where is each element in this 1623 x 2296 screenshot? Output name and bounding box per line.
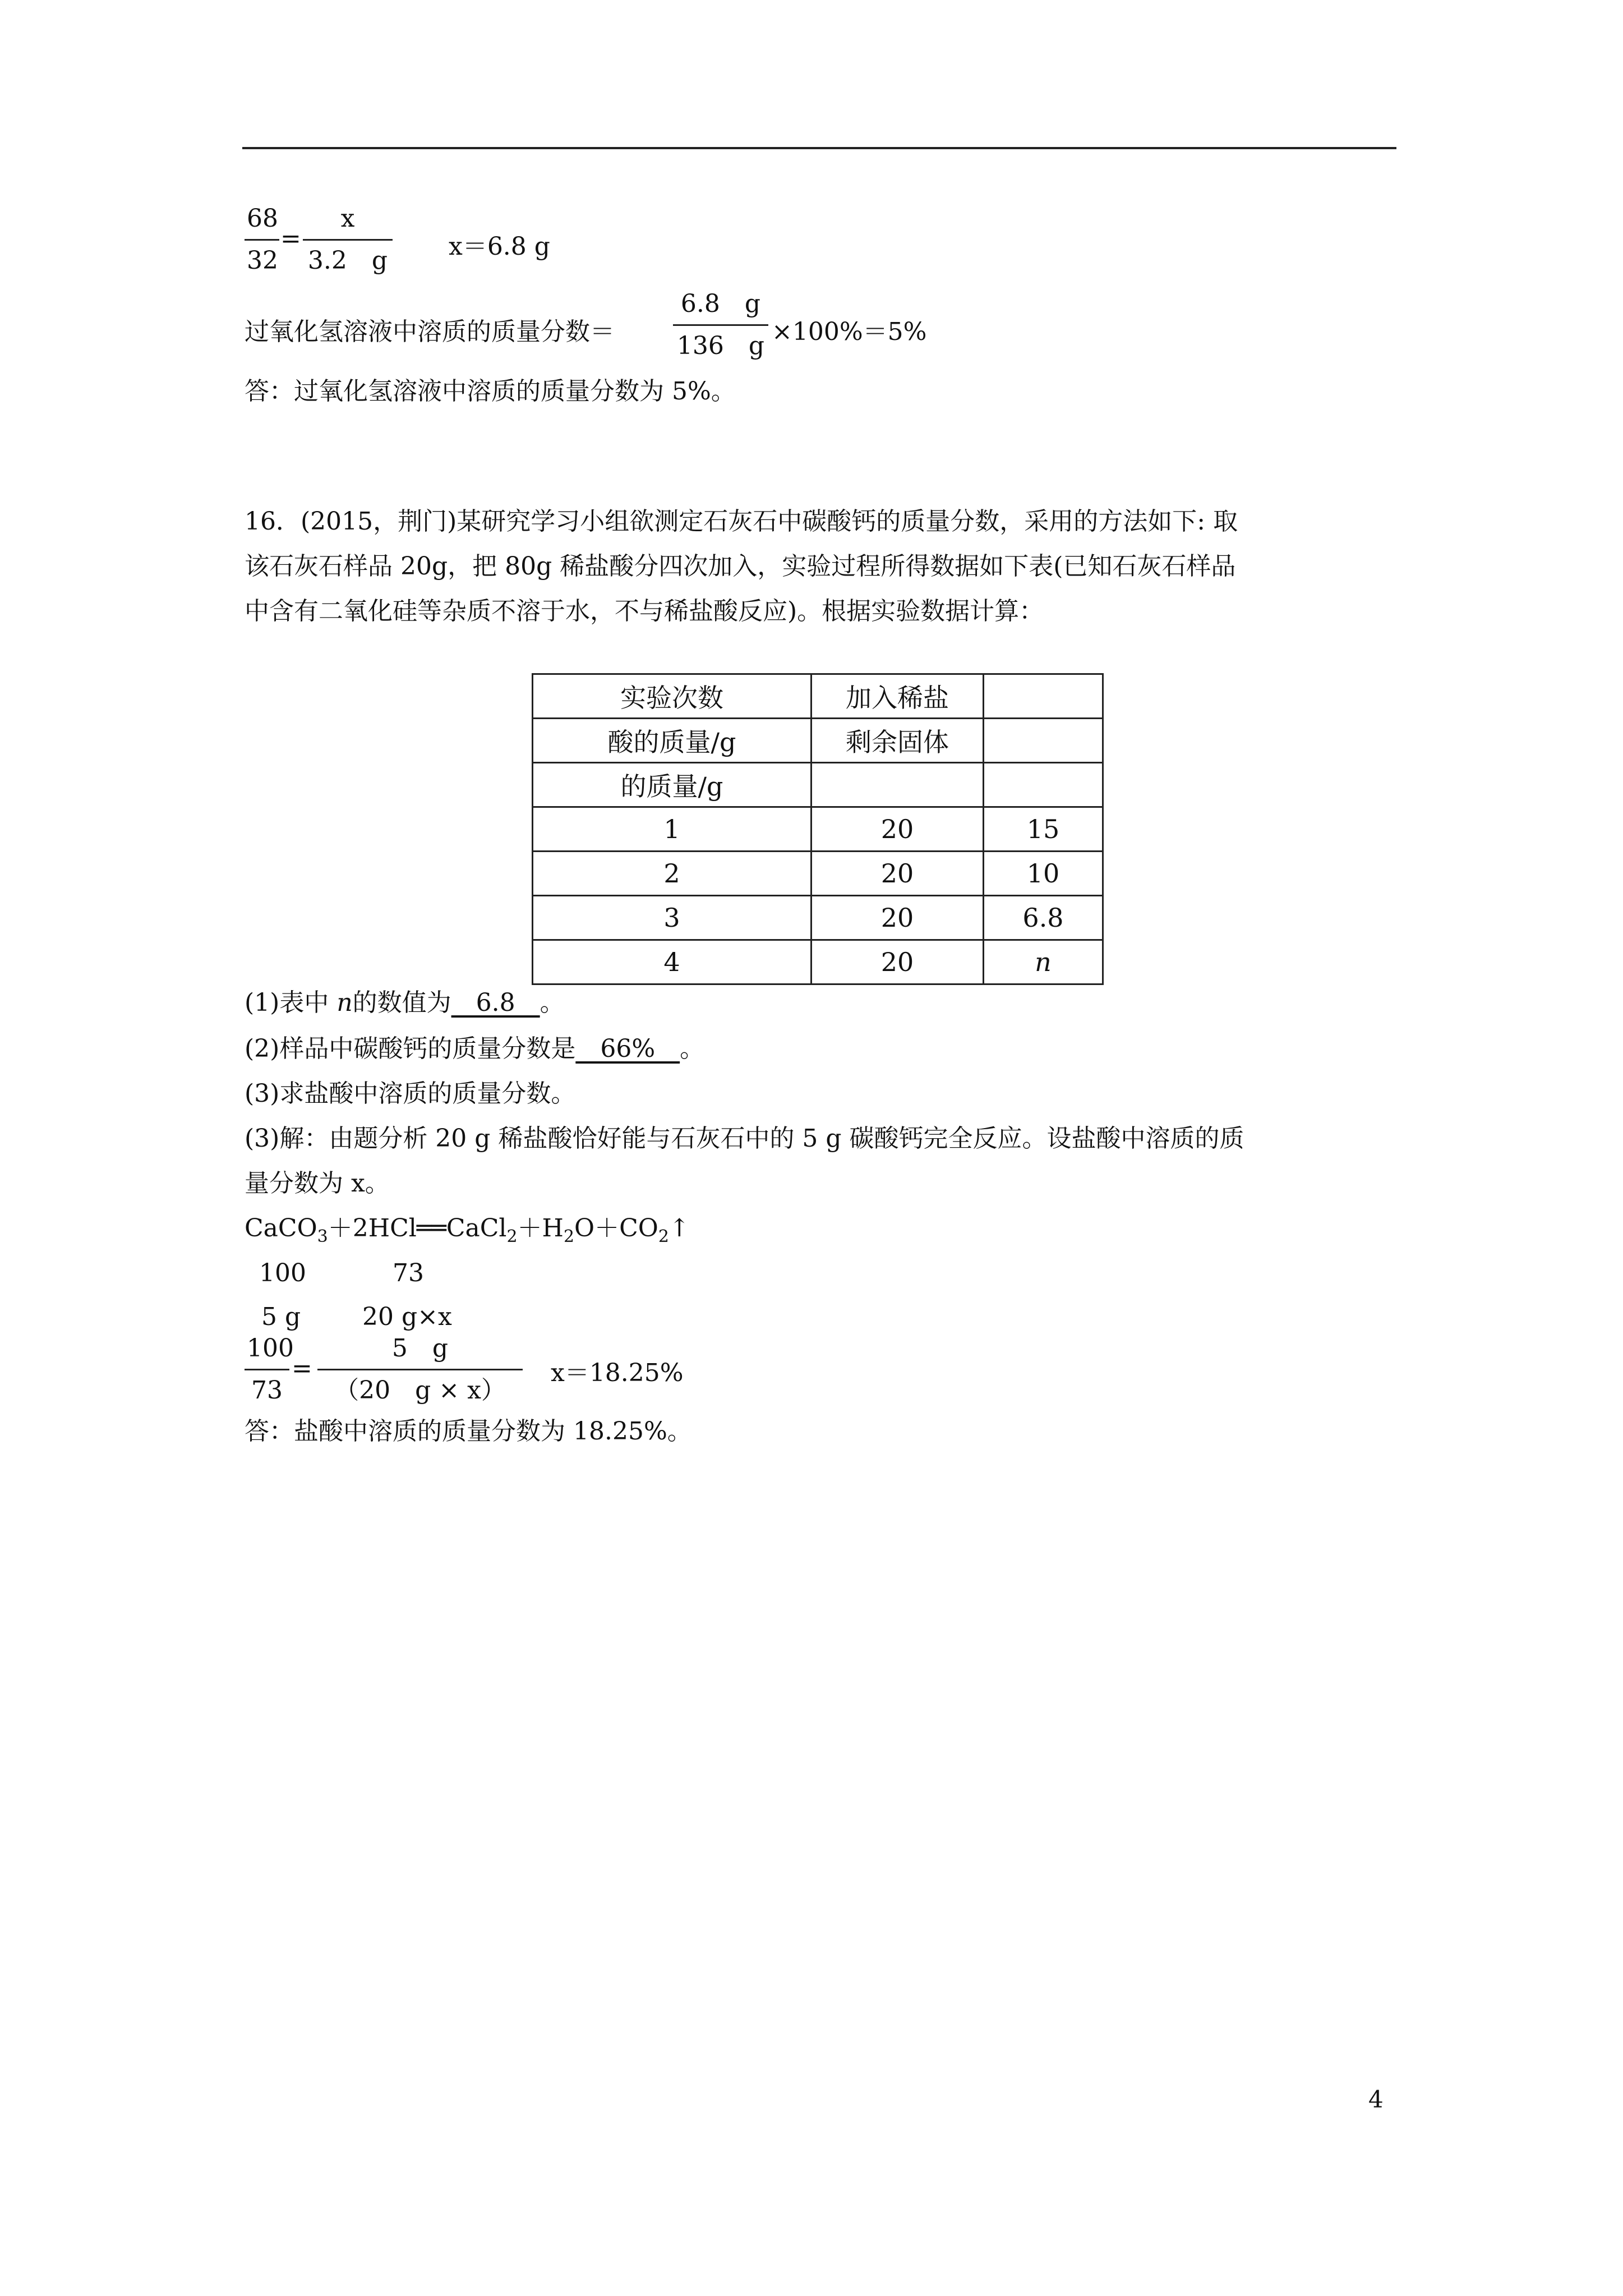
gas-arrow-icon: ↑ — [668, 1214, 690, 1243]
solution-line-2: 量分数为 x。 — [245, 1169, 390, 1198]
fraction-numerator: x — [340, 204, 355, 233]
table-cell: 20 — [811, 940, 984, 984]
subscript: 2 — [506, 1227, 518, 1246]
subscript: 3 — [317, 1227, 328, 1246]
fraction-x-3-2g — [303, 202, 393, 278]
table-cell — [811, 763, 984, 807]
question-2-prefix: (2)样品中碳酸钙的质量分数是 — [245, 1034, 576, 1063]
equals-sign: = — [292, 1354, 312, 1383]
table-cell: 酸的质量/g — [533, 719, 811, 763]
question-2-end: 。 — [680, 1034, 705, 1063]
question-1-end: 。 — [540, 988, 565, 1017]
fraction-6-8g-136g — [673, 287, 768, 363]
solution-line-1: (3)解：由题分析 20 g 稀盐酸恰好能与石灰石中的 5 g 碳酸钙完全反应。设盐酸中溶质的质 — [245, 1124, 1244, 1153]
table-cell: 15 — [984, 807, 1103, 852]
ratio-left: 100 — [259, 1259, 306, 1287]
equation-result: x＝6.8 g — [449, 232, 550, 261]
mass-fraction-label: 过氧化氢溶液中溶质的质量分数＝ — [245, 318, 615, 346]
fraction-numerator: 68 — [247, 204, 278, 233]
question-1-mid: 的数值为 — [352, 988, 451, 1017]
equation-text: ＋2HCl══CaCl — [328, 1214, 507, 1243]
mass-fraction-tail: ×100%＝5% — [772, 318, 927, 346]
table-row — [533, 852, 1103, 896]
fraction-denominator: 32 — [245, 239, 279, 278]
fraction-100-73 — [245, 1332, 294, 1407]
table-cell: 20 — [811, 896, 984, 940]
fraction-numerator: 5 g — [391, 1334, 449, 1363]
problem-line-3: 中含有二氧化硅等杂质不溶于水，不与稀盐酸反应)。根据实验数据计算： — [245, 597, 1044, 625]
table-cell — [984, 674, 1103, 719]
equals-sign: = — [280, 224, 301, 253]
table-cell: 10 — [984, 852, 1103, 896]
fraction-5g-20gx — [317, 1332, 523, 1407]
question-1-variable: n — [336, 988, 353, 1017]
problem-line-2: 该石灰石样品 20g，把 80g 稀盐酸分四次加入，实验过程所得数据如下表(已知石灰石样品 — [245, 552, 1236, 581]
subscript: 2 — [658, 1227, 669, 1246]
fraction-68-32 — [245, 202, 279, 278]
fraction-denominator: 136 g — [673, 324, 768, 363]
table-cell: 加入稀盐 — [811, 674, 984, 719]
table-row — [533, 896, 1103, 940]
answer-line: 答：过氧化氢溶液中溶质的质量分数为 5%。 — [245, 377, 736, 406]
mass-right: 20 g×x — [362, 1303, 452, 1331]
chemical-equation — [245, 1212, 690, 1254]
table-cell: 实验次数 — [533, 674, 811, 719]
page-number: 4 — [1368, 2086, 1384, 2113]
question-2-answer: __66%__ — [575, 1034, 680, 1063]
table-cell: 剩余固体 — [811, 719, 984, 763]
table-header-row — [533, 719, 1103, 763]
question-1-answer: __6.8__ — [451, 988, 540, 1017]
table-cell — [984, 763, 1103, 807]
table-cell: 4 — [533, 940, 811, 984]
fraction-denominator: 3.2 g — [303, 239, 393, 278]
problem-line-1: 16．(2015，荆门)某研究学习小组欲测定石灰石中碳酸钙的质量分数，采用的方法如下: 取 — [245, 507, 1238, 536]
solution-answer: 答：盐酸中溶质的质量分数为 18.25%。 — [245, 1417, 692, 1446]
table-cell: n — [984, 940, 1103, 984]
equation-text: ＋H — [517, 1214, 564, 1243]
table-header-row — [533, 674, 1103, 719]
mass-left: 5 g — [261, 1303, 301, 1331]
question-1-prefix: (1)表中 — [245, 988, 337, 1017]
experiment-data-table — [532, 673, 1104, 985]
header-rule — [242, 147, 1396, 149]
table-row — [533, 807, 1103, 852]
table-cell: 3 — [533, 896, 811, 940]
table-cell: 6.8 — [984, 896, 1103, 940]
question-3: (3)求盐酸中溶质的质量分数。 — [245, 1079, 576, 1108]
table-cell — [984, 719, 1103, 763]
question-1 — [245, 986, 565, 1020]
fraction-denominator: 73 — [245, 1369, 289, 1407]
table-cell: 2 — [533, 852, 811, 896]
table-cell: 20 — [811, 852, 984, 896]
fraction-numerator: 6.8 g — [680, 289, 761, 318]
table-header-row — [533, 763, 1103, 807]
fraction-denominator: （20 g × x） — [317, 1369, 523, 1407]
subscript: 2 — [563, 1227, 575, 1246]
table-row — [533, 940, 1103, 984]
equation-text: O＋CO — [574, 1214, 658, 1243]
table-cell: 20 — [811, 807, 984, 852]
ratio-right: 73 — [393, 1259, 424, 1287]
fraction-numerator: 100 — [247, 1334, 294, 1363]
table-cell: 的质量/g — [533, 763, 811, 807]
solution-result: x＝18.25% — [551, 1359, 684, 1387]
table-cell: 1 — [533, 807, 811, 852]
question-2 — [245, 1032, 704, 1066]
equation-text: CaCO — [245, 1214, 317, 1243]
